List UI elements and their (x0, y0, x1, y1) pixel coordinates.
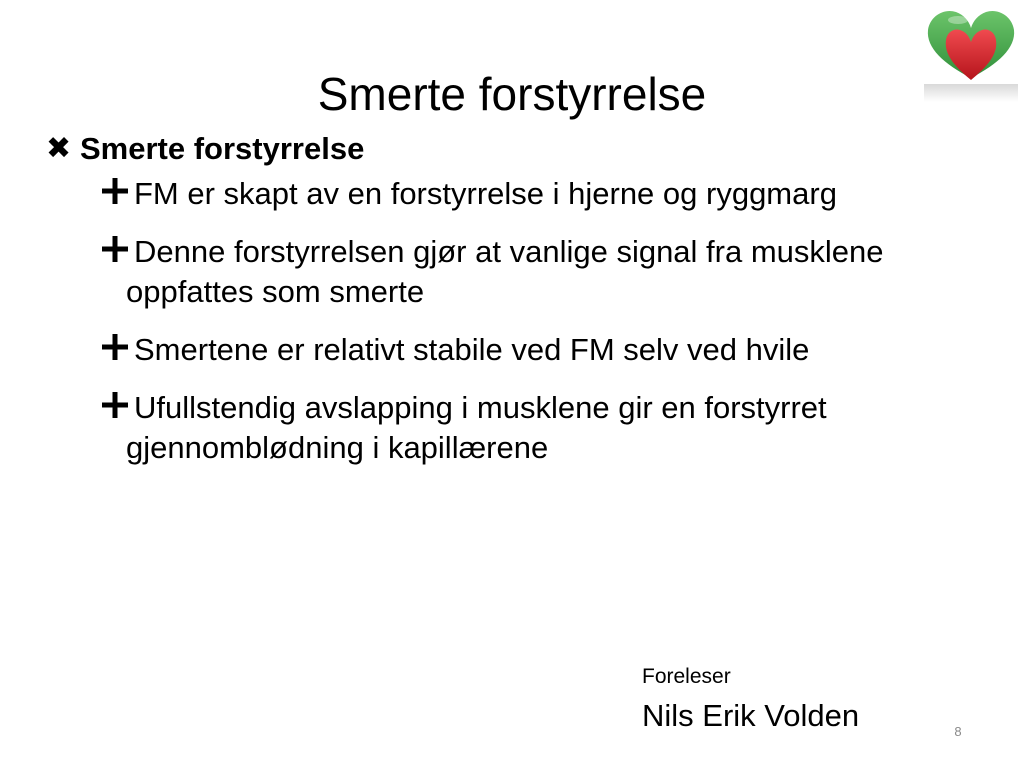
page-number: 8 (954, 724, 962, 739)
plus-icon (100, 234, 130, 264)
plus-icon (100, 390, 130, 420)
bullet-list (46, 128, 986, 486)
plus-icon (100, 332, 130, 362)
list-item (126, 174, 956, 214)
heading-bullet (46, 128, 986, 170)
list-item-text: FM er skapt av en forstyrrelse i hjerne og ryggmarg (134, 176, 837, 211)
list-item (126, 330, 956, 370)
heading-text: Smerte forstyrrelse (80, 131, 365, 166)
plus-icon (100, 176, 130, 206)
list-item-text: Smertene er relativt stabile ved FM selv ved hvile (134, 332, 810, 367)
presenter-name: Nils Erik Volden (642, 698, 860, 733)
slide-title: Smerte forstyrrelse (317, 68, 707, 120)
list-item-text: Denne forstyrrelsen gjør at vanlige signal fra musklene oppfattes som smerte (126, 234, 884, 309)
list-item (126, 232, 956, 312)
list-item-text: Ufullstendig avslapping i musklene gir en forstyrret gjennomblødning i kapillærene (126, 390, 827, 465)
list-item (126, 388, 956, 468)
x-mark-icon: ✖ (46, 132, 72, 165)
presenter-label: Foreleser (642, 665, 731, 688)
